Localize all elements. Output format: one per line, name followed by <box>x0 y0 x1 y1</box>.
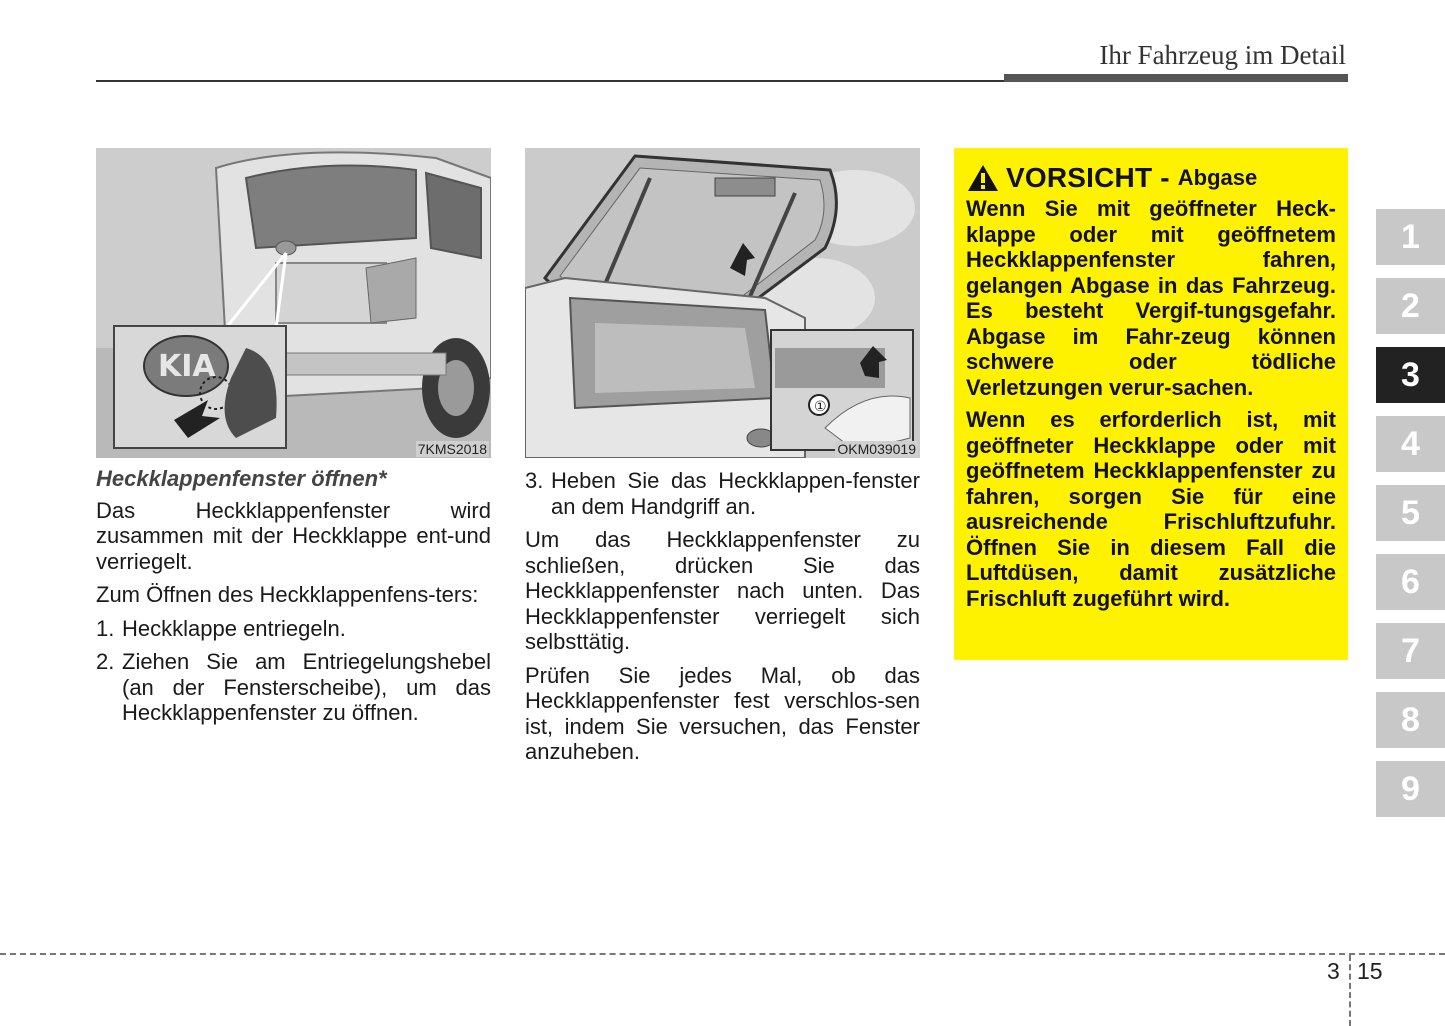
step-text: Heckklappe entriegeln. <box>122 615 346 641</box>
list-item <box>96 616 491 642</box>
chapter-tab-6[interactable]: 6 <box>1376 554 1445 610</box>
chapter-tab-2[interactable]: 2 <box>1376 278 1445 334</box>
chapter-tab-9[interactable]: 9 <box>1376 761 1445 817</box>
paragraph: Prüfen Sie jedes Mal, ob das Heckklappenfenster fest verschlos-sen ist, indem Sie versuchen, das Fenster anzuheben. <box>525 662 920 764</box>
page-chapter-number: 3 <box>1327 958 1340 984</box>
callout-marker: ① <box>814 399 827 415</box>
warning-paragraph: Wenn es erforderlich ist, mit geöffneter Heckklappe oder mit geöffnetem Heckklappenfenster zu fahren, sorgen Sie für eine ausreichende Frischluftzufuhr. Öffnen Sie in diesem Fall die Luftdüsen, damit zusätzliche Frischluft zugeführt wird. <box>966 407 1336 611</box>
page-number: 15 <box>1357 958 1383 984</box>
step-text: Heben Sie das Heckklappen-fenster an dem Handgriff an. <box>551 468 920 519</box>
warning-paragraph: Wenn Sie mit geöffneter Heck-klappe oder mit geöffnetem Heckklappenfenster fahren, gelangen Abgase in das Fahrzeug. Es besteht Vergif-tungsgefahr. Abgase im Fahr-zeug können schwere oder tödliche Verletzungen verur-sachen. <box>966 196 1336 400</box>
left-text-column <box>96 466 491 734</box>
chapter-tab-8[interactable]: 8 <box>1376 692 1445 748</box>
middle-text-column <box>525 468 920 773</box>
list-item <box>96 649 491 726</box>
header-rule-accent <box>1004 74 1348 82</box>
list-item <box>525 468 920 519</box>
warning-triangle-icon <box>966 163 1000 193</box>
chapter-tab-1[interactable]: 1 <box>1376 209 1445 265</box>
paragraph: Das Heckklappenfenster wird zusammen mit der Heckklappe ent-und verriegelt. <box>96 497 491 574</box>
chapter-tab-3[interactable]: 3 <box>1376 347 1445 403</box>
paragraph: Zum Öffnen des Heckklappenfens-ters: <box>96 582 479 607</box>
svg-text:KIA: KIA <box>158 349 216 384</box>
running-header-title: Ihr Fahrzeug im Detail <box>1099 40 1346 70</box>
open-window-illustration <box>525 148 920 458</box>
step-number: 2. <box>96 649 115 674</box>
header-rule <box>96 80 1006 82</box>
step-number: 1. <box>96 615 115 641</box>
footer-rule <box>0 953 1445 955</box>
figure-code: 7KMS2018 <box>417 441 487 457</box>
figure-tailgate-window-open <box>525 148 920 458</box>
chapter-tab-5[interactable]: 5 <box>1376 485 1445 541</box>
step-text: Ziehen Sie am Entriegelungshebel (an der Fensterscheibe), um das Heckklappenfenster zu öffnen. <box>122 649 491 725</box>
figure-code: OKM039019 <box>837 441 916 457</box>
chapter-tab-4[interactable]: 4 <box>1376 416 1445 472</box>
paragraph: Um das Heckklappenfenster zu schließen, drücken Sie das Heckklappenfenster nach unten. Das Heckklappenfenster verriegelt sich selbsttätig. <box>525 527 920 654</box>
step-number: 3. <box>525 468 544 493</box>
figure-tailgate-exterior <box>96 148 491 458</box>
warning-label: VORSICHT - <box>1006 162 1170 193</box>
warning-title <box>966 162 1336 194</box>
warning-subtitle: Abgase <box>1177 165 1258 190</box>
warning-box <box>954 148 1348 660</box>
car-rear-illustration <box>96 148 491 458</box>
footer-divider <box>1349 955 1351 1026</box>
chapter-tab-7[interactable]: 7 <box>1376 623 1445 679</box>
section-heading: Heckklappenfenster öffnen* <box>96 466 387 491</box>
